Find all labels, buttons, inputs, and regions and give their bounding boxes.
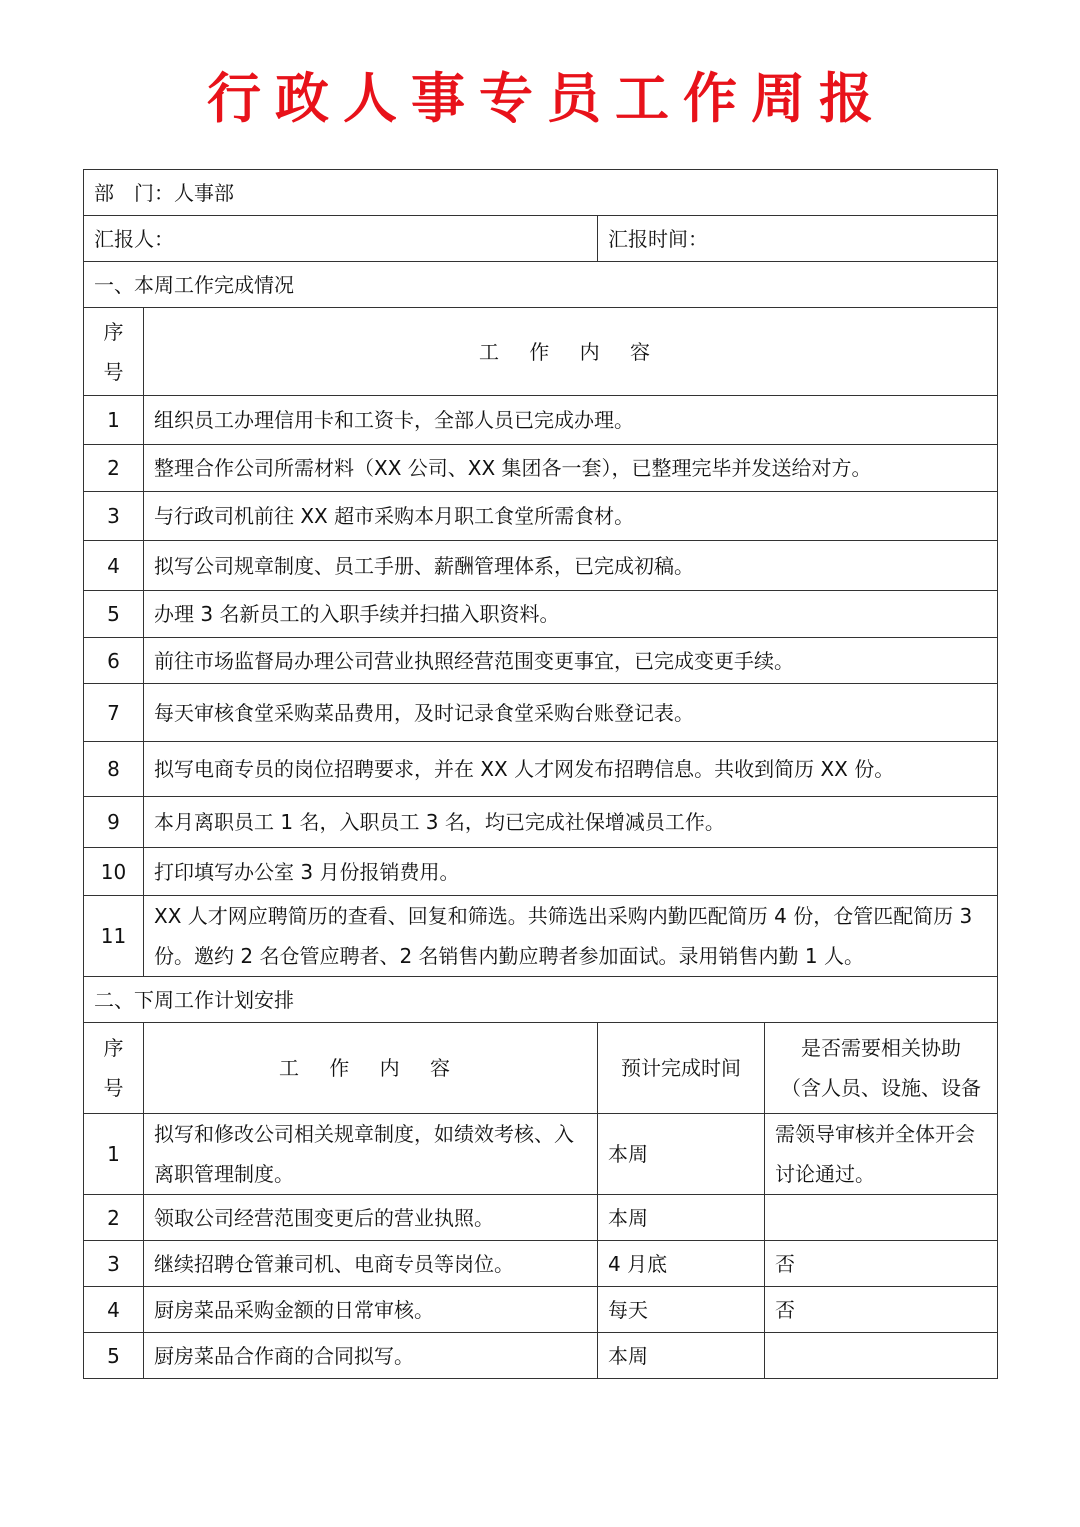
row-no: 6 bbox=[84, 638, 144, 684]
plan-time: 每天 bbox=[598, 1287, 765, 1333]
row-content: 每天审核食堂采购菜品费用，及时记录食堂采购台账登记表。 bbox=[144, 684, 998, 742]
weekly-report-table bbox=[83, 169, 998, 1379]
row-no: 3 bbox=[84, 492, 144, 541]
section2-title-row bbox=[84, 977, 998, 1023]
row-no: 9 bbox=[84, 797, 144, 848]
row-content: 打印填写办公室 3 月份报销费用。 bbox=[144, 848, 998, 896]
plan-col-help-header bbox=[765, 1023, 998, 1114]
plan-time: 4 月底 bbox=[598, 1241, 765, 1287]
row-no: 10 bbox=[84, 848, 144, 896]
row-content: 拟写公司规章制度、员工手册、薪酬管理体系，已完成初稿。 bbox=[144, 541, 998, 591]
plan-no: 4 bbox=[84, 1287, 144, 1333]
plan-content: 厨房菜品合作商的合同拟写。 bbox=[144, 1333, 598, 1379]
table-row bbox=[84, 742, 998, 797]
section1-title: 一、本周工作完成情况 bbox=[84, 262, 998, 308]
row-no: 11 bbox=[84, 896, 144, 977]
plan-content: 继续招聘仓管兼司机、电商专员等岗位。 bbox=[144, 1241, 598, 1287]
page-title: 行政人事专员工作周报 bbox=[207, 67, 887, 130]
row-content: 整理合作公司所需材料（XX 公司、XX 集团各一套），已整理完毕并发送给对方。 bbox=[144, 445, 998, 492]
table-row bbox=[84, 848, 998, 896]
plan-col-no-header bbox=[84, 1023, 144, 1114]
row-no: 8 bbox=[84, 742, 144, 797]
dept-cell bbox=[84, 170, 998, 216]
plan-row bbox=[84, 1195, 998, 1241]
table-row bbox=[84, 492, 998, 541]
section2-title: 二、下周工作计划安排 bbox=[84, 977, 998, 1023]
plan-help: 需领导审核并全体开会讨论通过。 bbox=[765, 1114, 998, 1195]
section1-header-row bbox=[84, 308, 998, 396]
plan-no: 3 bbox=[84, 1241, 144, 1287]
plan-row bbox=[84, 1287, 998, 1333]
row-content: 拟写电商专员的岗位招聘要求，并在 XX 人才网发布招聘信息。共收到简历 XX 份。 bbox=[144, 742, 998, 797]
row-no: 7 bbox=[84, 684, 144, 742]
plan-col-help-header-line1: 是否需要相关协助 bbox=[801, 1036, 961, 1060]
row-content: 与行政司机前往 XX 超市采购本月职工食堂所需食材。 bbox=[144, 492, 998, 541]
table-row bbox=[84, 591, 998, 638]
plan-content: 厨房菜品采购金额的日常审核。 bbox=[144, 1287, 598, 1333]
row-no: 2 bbox=[84, 445, 144, 492]
table-row bbox=[84, 396, 998, 445]
plan-no: 2 bbox=[84, 1195, 144, 1241]
table-row bbox=[84, 541, 998, 591]
plan-help: 否 bbox=[765, 1241, 998, 1287]
plan-help bbox=[765, 1195, 998, 1241]
plan-content: 拟写和修改公司相关规章制度，如绩效考核、入离职管理制度。 bbox=[144, 1114, 598, 1195]
col-no-header-line1: 序 bbox=[103, 319, 124, 344]
plan-content: 领取公司经营范围变更后的营业执照。 bbox=[144, 1195, 598, 1241]
row-content: 本月离职员工 1 名，入职员工 3 名，均已完成社保增减员工作。 bbox=[144, 797, 998, 848]
plan-col-no-header-line2: 号 bbox=[103, 1076, 124, 1100]
plan-no: 1 bbox=[84, 1114, 144, 1195]
plan-col-time-header: 预计完成时间 bbox=[598, 1023, 765, 1114]
row-content: 办理 3 名新员工的入职手续并扫描入职资料。 bbox=[144, 591, 998, 638]
plan-help bbox=[765, 1333, 998, 1379]
row-no: 1 bbox=[84, 396, 144, 445]
col-no-header-line2: 号 bbox=[103, 359, 124, 384]
table-row bbox=[84, 638, 998, 684]
row-content: 组织员工办理信用卡和工资卡，全部人员已完成办理。 bbox=[144, 396, 998, 445]
plan-no: 5 bbox=[84, 1333, 144, 1379]
plan-col-content-header: 工 作 内 容 bbox=[144, 1023, 598, 1114]
plan-col-no-header-line1: 序 bbox=[103, 1036, 124, 1060]
table-row bbox=[84, 797, 998, 848]
col-no-header bbox=[84, 308, 144, 396]
col-content-header: 工 作 内 容 bbox=[144, 308, 998, 396]
row-content: 前往市场监督局办理公司营业执照经营范围变更事宜，已完成变更手续。 bbox=[144, 638, 998, 684]
table-row bbox=[84, 896, 998, 977]
plan-time: 本周 bbox=[598, 1195, 765, 1241]
reporter-row bbox=[84, 216, 998, 262]
row-content: XX 人才网应聘简历的查看、回复和筛选。共筛选出采购内勤匹配简历 4 份，仓管匹配简历 3 份。邀约 2 名仓管应聘者、2 名销售内勤应聘者参加面试。录用销售内勤 1 人。 bbox=[144, 896, 998, 977]
plan-row bbox=[84, 1114, 998, 1195]
section2-header-row bbox=[84, 1023, 998, 1114]
row-no: 5 bbox=[84, 591, 144, 638]
plan-time: 本周 bbox=[598, 1333, 765, 1379]
plan-help: 否 bbox=[765, 1287, 998, 1333]
plan-row bbox=[84, 1241, 998, 1287]
table-row bbox=[84, 445, 998, 492]
plan-row bbox=[84, 1333, 998, 1379]
dept-label: 部 门： bbox=[94, 180, 174, 205]
plan-col-help-header-line2: （含人员、设施、设备 bbox=[781, 1076, 981, 1100]
table-row bbox=[84, 684, 998, 742]
section1-title-row bbox=[84, 262, 998, 308]
plan-time: 本周 bbox=[598, 1114, 765, 1195]
dept-row bbox=[84, 170, 998, 216]
dept-value: 人事部 bbox=[174, 180, 234, 205]
report-time-cell: 汇报时间： bbox=[598, 216, 998, 262]
row-no: 4 bbox=[84, 541, 144, 591]
reporter-cell: 汇报人： bbox=[84, 216, 598, 262]
